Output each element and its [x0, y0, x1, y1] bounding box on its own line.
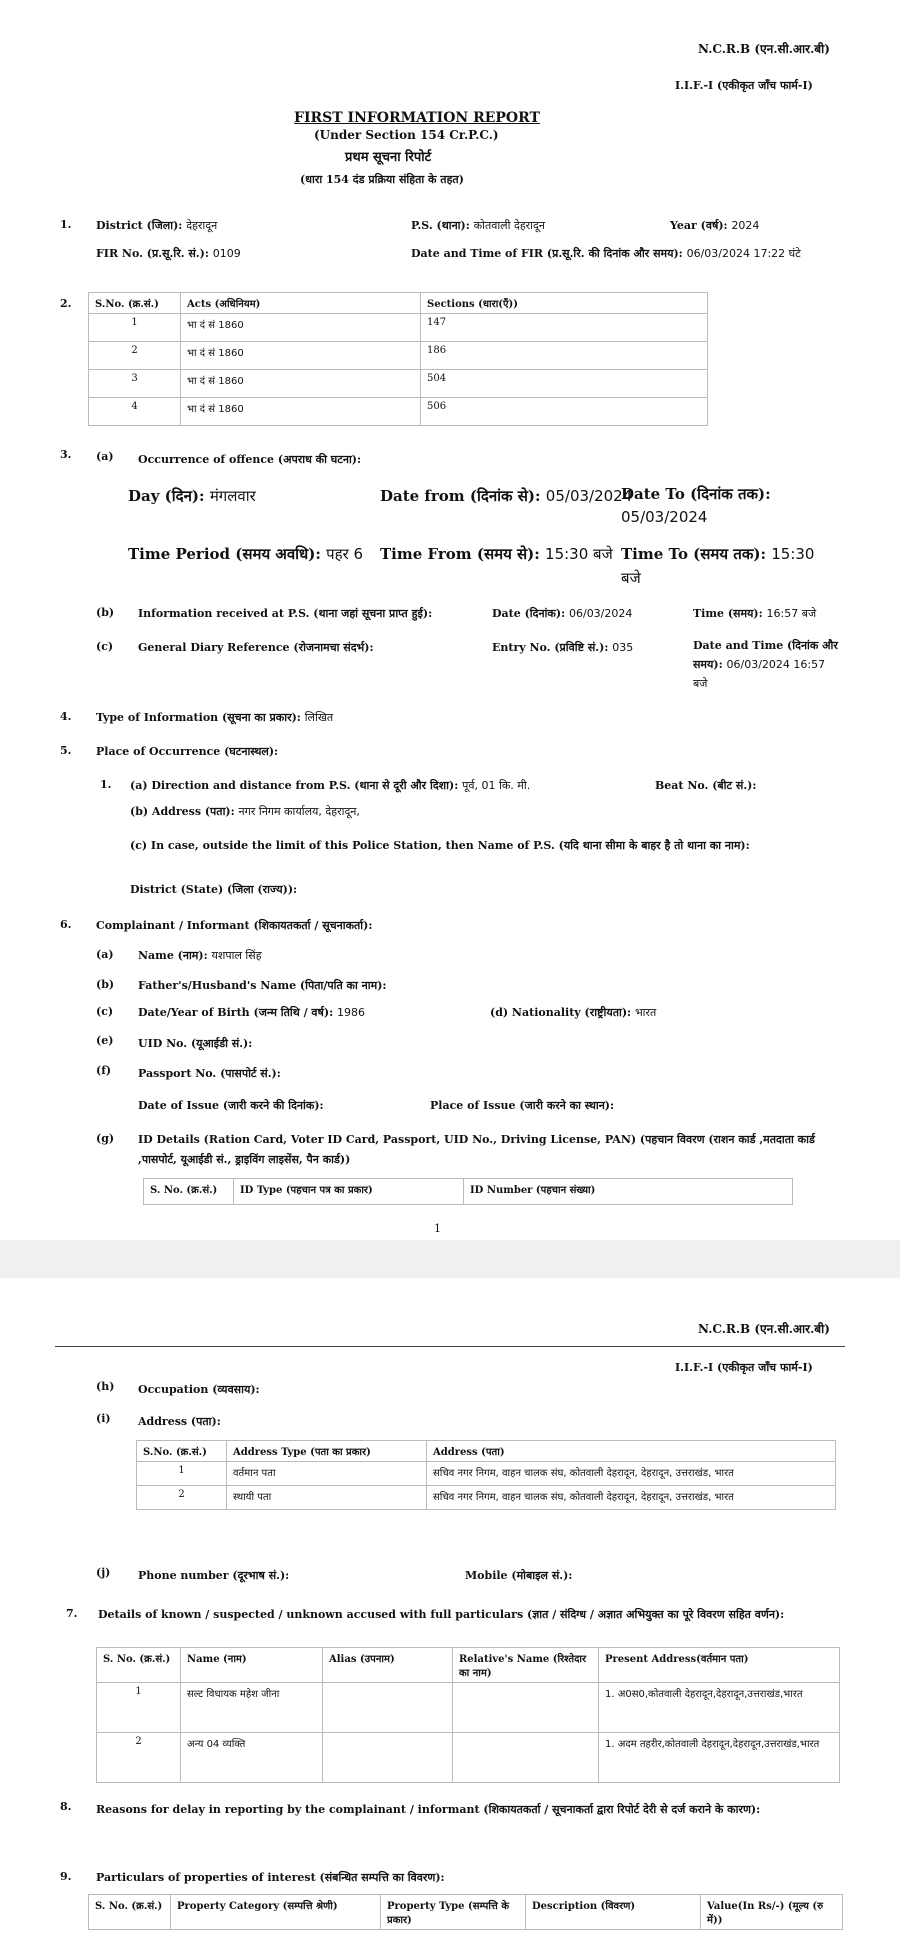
table-cell: अन्य 04 व्यक्ति [181, 1733, 323, 1783]
info-type-field [96, 710, 333, 725]
column-header: S. No. (क्र.सं.) [144, 1179, 234, 1205]
table-cell: 4 [89, 398, 181, 426]
fir-label: FIR No. (प्र.सू.रि. सं.): [96, 247, 209, 260]
table-cell: 1 [137, 1462, 227, 1486]
birth-field [138, 1005, 365, 1020]
day-value: मंगलवार [209, 487, 256, 505]
table-header-row [89, 293, 708, 314]
table-cell: 2 [89, 342, 181, 370]
column-header: Present Address(वर्तमान पता) [599, 1648, 840, 1683]
entry-label: Entry No. (प्रविष्टि सं.): [492, 641, 609, 654]
beat-label: Beat No. (बीट सं.): [655, 779, 757, 792]
time-to-label: Time To (समय तक): [621, 545, 766, 563]
place-address-field [130, 804, 360, 819]
diary-datetime-label-cont: समय): [693, 658, 723, 671]
accused-details-label: Details of known / suspected / unknown accused with full particulars (ज्ञात / संदिग्ध / अज्ञात अभियुक्त का पूरे विवरण सहित वर्णन): [98, 1608, 785, 1621]
time-from-value: 15:30 बजे [545, 545, 613, 563]
day-field [128, 486, 256, 506]
complainant-name-value: यशपाल सिंह [211, 949, 262, 962]
table-cell [453, 1733, 599, 1783]
column-header: Description (विवरण) [526, 1895, 701, 1930]
sub-item-marker: (f) [96, 1064, 112, 1077]
diary-datetime-value: 06/03/2024 16:57 [726, 658, 826, 671]
passport-label: Passport No. (पासपोर्ट सं.): [138, 1067, 281, 1080]
sub-item-marker: (j) [96, 1566, 111, 1579]
date-from-value: 05/03/2024 [545, 487, 633, 505]
direction-label: (a) Direction and distance from P.S. (थाना से दूरी और दिशा): [130, 779, 459, 792]
info-date-label: Date (दिनांक): [492, 607, 566, 620]
occurrence-label: Occurrence of offence (अपराध की घटना): [138, 453, 362, 466]
table-header-row [144, 1179, 793, 1205]
table-cell: भा दं सं 1860 [181, 342, 421, 370]
diary-datetime-field [693, 657, 825, 672]
date-to-label: Date To (दिनांक तक): [621, 485, 771, 503]
table-cell: 1. अदम तहरीर,कोतवाली देहरादून,देहरादून,उत्तराखंड,भारत [599, 1733, 840, 1783]
info-date-value: 06/03/2024 [568, 607, 633, 620]
table-row [89, 398, 708, 426]
table-header-row [137, 1441, 836, 1462]
nationality-value: भारत [634, 1006, 657, 1019]
column-header: S. No. (क्र.सं.) [89, 1895, 171, 1930]
table-cell [323, 1683, 453, 1733]
info-time-field [693, 606, 816, 621]
info-type-value: लिखित [304, 711, 334, 724]
column-header: Property Type (सम्पत्ति के प्रकार) [381, 1895, 526, 1930]
nationality-field [490, 1005, 656, 1020]
table-cell [453, 1683, 599, 1733]
form-id: I.I.F.-I (एकीकृत जाँच फार्म-I) [675, 79, 813, 92]
entry-number-field [492, 640, 633, 655]
ps-label: P.S. (थाना): [411, 219, 470, 232]
page-number: 1 [434, 1222, 441, 1235]
sub-item-marker: (c) [96, 640, 114, 653]
issue-date-label: Date of Issue (जारी करने की दिनांक): [138, 1099, 324, 1112]
time-period-field [128, 544, 363, 564]
table-row [97, 1733, 840, 1783]
table-cell: वर्तमान पता [227, 1462, 427, 1486]
table-cell: सचिव नगर निगम, वाहन चालक संघ, कोतवाली देहरादून, देहरादून, उत्तराखंड, भारत [427, 1462, 836, 1486]
column-header: Value(In Rs/-) (मूल्य (रु में)) [701, 1895, 843, 1930]
place-label: Place of Occurrence (घटनास्थल): [96, 745, 279, 758]
section-number: 5. [60, 744, 72, 757]
time-to-field [621, 544, 814, 564]
date-to-value: 05/03/2024 [621, 508, 708, 526]
table-cell: 2 [97, 1733, 181, 1783]
table-cell [323, 1733, 453, 1783]
delay-reason-label: Reasons for delay in reporting by the complainant / informant (शिकायतकर्ता / सूचनाकर्ता द्वारा रिपोर्ट देरी से दर्ज कराने के कारण): [96, 1803, 761, 1816]
entry-value: 035 [612, 641, 634, 654]
table-row [89, 342, 708, 370]
district-label: District (जिला): [96, 219, 183, 232]
occupation-label: Occupation (व्यवसाय): [138, 1383, 260, 1396]
table-cell: सल्ट विधायक महेश जीना [181, 1683, 323, 1733]
header-divider [55, 1346, 845, 1347]
address-table [136, 1440, 836, 1510]
report-subtitle-hindi: (धारा 154 दंड प्रक्रिया संहिता के तहत) [300, 173, 464, 186]
mobile-label: Mobile (मोबाइल सं.): [465, 1569, 573, 1582]
sub-item-marker: (c) [96, 1005, 114, 1018]
table-cell: भा दं सं 1860 [181, 314, 421, 342]
diary-datetime-suffix: बजे [693, 677, 708, 690]
info-received-label: Information received at P.S. (थाना जहां सूचना प्राप्त हुई): [138, 607, 433, 620]
column-header: Property Category (सम्पत्ति श्रेणी) [171, 1895, 381, 1930]
date-from-field [380, 486, 632, 506]
table-cell: भा दं सं 1860 [181, 370, 421, 398]
ncrb-header: N.C.R.B (एन.सी.आर.बी) [698, 1322, 830, 1336]
fir-datetime-value: 06/03/2024 17:22 घंटे [686, 247, 801, 260]
column-header: S.No. (क्र.सं.) [89, 293, 181, 314]
section-number: 9. [60, 1870, 72, 1883]
table-cell: सचिव नगर निगम, वाहन चालक संघ, कोतवाली देहरादून, देहरादून, उत्तराखंड, भारत [427, 1486, 836, 1510]
time-to-suffix: बजे [621, 569, 641, 587]
father-name-label: Father's/Husband's Name (पिता/पति का नाम): [138, 979, 387, 992]
column-header: Address (पता) [427, 1441, 836, 1462]
column-header: ID Type (पहचान पत्र का प्रकार) [234, 1179, 464, 1205]
issue-place-label: Place of Issue (जारी करने का स्थान): [430, 1099, 615, 1112]
sub-item-marker: (b) [96, 606, 115, 619]
date-from-label: Date from (दिनांक से): [380, 487, 541, 505]
birth-label: Date/Year of Birth (जन्म तिथि / वर्ष): [138, 1006, 334, 1019]
column-header: Name (नाम) [181, 1648, 323, 1683]
table-row [137, 1462, 836, 1486]
fir-datetime-field [411, 246, 801, 261]
column-header: S. No. (क्र.सं.) [97, 1648, 181, 1683]
sub-item-marker: 1. [100, 778, 112, 791]
report-subtitle: (Under Section 154 Cr.P.C.) [314, 128, 499, 142]
section-number: 2. [60, 297, 72, 310]
table-row [89, 314, 708, 342]
column-header: Address Type (पता का प्रकार) [227, 1441, 427, 1462]
section-number: 7. [66, 1607, 78, 1620]
time-to-value: 15:30 [771, 545, 815, 563]
table-cell: 3 [89, 370, 181, 398]
complainant-name-label: Name (नाम): [138, 949, 208, 962]
time-from-field [380, 544, 613, 564]
district-state-label: District (State) (जिला (राज्य)): [130, 883, 298, 896]
phone-label: Phone number (दूरभाष सं.): [138, 1569, 290, 1582]
fir-value: 0109 [212, 247, 241, 260]
column-header: Relative's Name (रिश्तेदार का नाम) [453, 1648, 599, 1683]
sub-item-marker: (g) [96, 1132, 115, 1145]
table-header-row [97, 1648, 840, 1683]
table-cell: 1 [97, 1683, 181, 1733]
section-number: 4. [60, 710, 72, 723]
id-details-label-cont: ,पासपोर्ट, यूआईडी सं., ड्राइविंग लाइसेंस, पैन कार्ड)) [138, 1153, 351, 1166]
complainant-label: Complainant / Informant (शिकायतकर्ता / सूचनाकर्ता): [96, 919, 373, 932]
sub-item-marker: (i) [96, 1412, 111, 1425]
section-number: 1. [60, 218, 72, 231]
table-cell: 504 [421, 370, 708, 398]
table-cell: भा दं सं 1860 [181, 398, 421, 426]
year-field [670, 218, 759, 233]
table-cell: 2 [137, 1486, 227, 1510]
ps-field [411, 218, 545, 233]
column-header: Sections (धारा(एँ)) [421, 293, 708, 314]
table-row [97, 1683, 840, 1733]
district-field [96, 218, 217, 233]
time-from-label: Time From (समय से): [380, 545, 540, 563]
table-cell: 147 [421, 314, 708, 342]
ncrb-header: N.C.R.B (एन.सी.आर.बी) [698, 42, 830, 56]
district-value: देहरादून [186, 219, 218, 232]
report-title-hindi: प्रथम सूचना रिपोर्ट [345, 150, 432, 165]
sub-item-marker: (a) [96, 948, 114, 961]
table-cell: 1. अ0स0,कोतवाली देहरादून,देहरादून,उत्तराखंड,भारत [599, 1683, 840, 1733]
sub-item-marker: (a) [96, 450, 114, 463]
place-address-value: नगर निगम कार्यालय, देहरादून, [238, 805, 360, 818]
table-header-row [89, 1895, 843, 1930]
sub-item-marker: (e) [96, 1034, 114, 1047]
properties-table [88, 1894, 843, 1930]
info-date-field [492, 606, 632, 621]
info-time-label: Time (समय): [693, 607, 763, 620]
section-number: 8. [60, 1800, 72, 1813]
table-row [137, 1486, 836, 1510]
diary-reference-label: General Diary Reference (रोजनामचा संदर्भ): [138, 641, 374, 654]
ps-value: कोतवाली देहरादून [473, 219, 545, 232]
time-period-label: Time Period (समय अवधि): [128, 545, 321, 563]
year-label: Year (वर्ष): [670, 219, 728, 232]
outside-ps-label: (c) In case, outside the limit of this Police Station, then Name of P.S. (यदि थाना सीमा के बाहर है तो थाना का नाम): [130, 839, 750, 852]
table-cell: स्थायी पता [227, 1486, 427, 1510]
fir-number-field [96, 246, 241, 261]
section-number: 6. [60, 918, 72, 931]
nationality-label: (d) Nationality (राष्ट्रीयता): [490, 1006, 632, 1019]
direction-field [130, 778, 530, 793]
time-period-value: पहर 6 [326, 545, 364, 563]
info-type-label: Type of Information (सूचना का प्रकार): [96, 711, 301, 724]
fir-datetime-label: Date and Time of FIR (प्र.सू.रि. की दिनांक और समय): [411, 247, 683, 260]
uid-label: UID No. (यूआईडी सं.): [138, 1037, 253, 1050]
direction-value: पूर्व, 01 कि. मी. [462, 779, 531, 792]
column-header: Alias (उपनाम) [323, 1648, 453, 1683]
accused-table [96, 1647, 840, 1783]
sub-item-marker: (b) [96, 978, 115, 991]
table-row [89, 370, 708, 398]
table-cell: 186 [421, 342, 708, 370]
year-value: 2024 [731, 219, 760, 232]
table-cell: 1 [89, 314, 181, 342]
acts-sections-table [88, 292, 708, 426]
info-time-value: 16:57 बजे [766, 607, 817, 620]
column-header: Acts (अधिनियम) [181, 293, 421, 314]
column-header: ID Number (पहचान संख्या) [464, 1179, 793, 1205]
table-cell: 506 [421, 398, 708, 426]
id-details-table [143, 1178, 793, 1205]
report-title: FIRST INFORMATION REPORT [294, 110, 540, 126]
column-header: S.No. (क्र.सं.) [137, 1441, 227, 1462]
properties-label: Particulars of properties of interest (संबन्धित सम्पत्ति का विवरण): [96, 1871, 445, 1884]
section-number: 3. [60, 448, 72, 461]
day-label: Day (दिन): [128, 487, 205, 505]
complainant-name-field [138, 948, 262, 963]
sub-item-marker: (h) [96, 1380, 115, 1393]
form-id: I.I.F.-I (एकीकृत जाँच फार्म-I) [675, 1361, 813, 1374]
address-label: Address (पता): [138, 1415, 221, 1428]
birth-value: 1986 [337, 1006, 366, 1019]
id-details-label: ID Details (Ration Card, Voter ID Card, Passport, UID No., Driving License, PAN) (पहचान विवरण (राशन कार्ड ,मतदाता कार्ड [138, 1133, 815, 1146]
diary-datetime-label: Date and Time (दिनांक और [693, 639, 838, 652]
place-address-label: (b) Address (पता): [130, 805, 235, 818]
page-separator [0, 1240, 900, 1278]
